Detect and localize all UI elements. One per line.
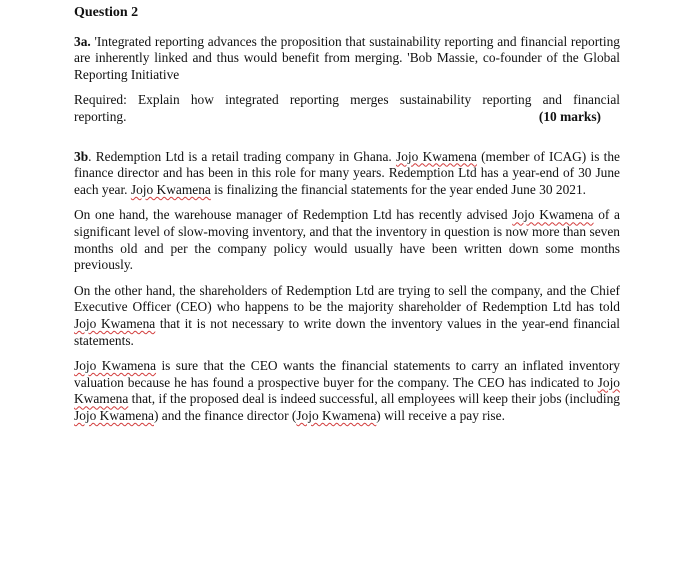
p1-text-b: (member of ICAG) is the finance director and has been in this role for many years. Redemption Ltd has a year-end of 30 June each year. bbox=[74, 148, 620, 197]
marks-label: (10 marks) bbox=[538, 108, 601, 124]
p2-text-a: On one hand, the warehouse manager of Redemption Ltd has recently advised bbox=[74, 207, 513, 223]
person-name: Jojo Kwamena bbox=[74, 315, 156, 331]
part-b-paragraph-3 bbox=[74, 283, 620, 349]
p2-text-b: of a significant level of slow-moving inventory, and that the inventory in question is now more than seven months old and per the company policy would usually have been written down some months previously. bbox=[74, 207, 621, 273]
p1-text-c: is finalizing the financial statements for the year ended June 30 2021. bbox=[210, 181, 587, 197]
required-line-2 bbox=[74, 109, 620, 126]
part-b-paragraph-4 bbox=[74, 358, 620, 424]
part-b-label: 3b bbox=[74, 148, 89, 164]
question-title: Question 2 bbox=[74, 5, 139, 20]
p3-text-a: On the other hand, the shareholders of Redemption Ltd are trying to sell the company, and the Chief Executive Officer (CEO) who happens to be the majority shareholder of Redemption Ltd has told bbox=[74, 282, 620, 315]
person-name: Jojo Kwamena bbox=[74, 358, 157, 374]
p4-text-b: that, if the proposed deal is indeed successful, all employees will keep their jobs (including bbox=[128, 391, 620, 407]
required-line-1: Required: Explain how integrated reporting merges sustainability reporting and financial bbox=[74, 92, 620, 108]
required-line-2-text: reporting. bbox=[74, 108, 127, 124]
part-a-label: 3a. bbox=[74, 33, 91, 49]
part-a-quote-text: 'Integrated reporting advances the proposition that sustainability reporting and financial reporting are inherently linked and thus would benefit from merging. 'Bob Massie, co-founder of the Global Reporting Initiative bbox=[74, 33, 620, 82]
part-b-paragraph-2 bbox=[74, 207, 620, 273]
p4-text-d: ) will receive a pay rise. bbox=[376, 407, 505, 423]
person-name: Jojo Kwamena bbox=[74, 374, 620, 407]
p3-text-b: that it is not necessary to write down the inventory values in the year-end financial statements. bbox=[74, 315, 620, 348]
person-name: Jojo Kwamena bbox=[296, 407, 377, 423]
p4-text-a: is sure that the CEO wants the financial statements to carry an inflated inventory valuation because he has found a prospective buyer for the company. The CEO has indicated to bbox=[74, 358, 621, 390]
person-name: Jojo Kwamena bbox=[396, 148, 477, 164]
p4-text-c: ) and the finance director ( bbox=[153, 407, 297, 423]
part-b-paragraph-1 bbox=[74, 149, 620, 199]
part-a-quote bbox=[74, 34, 620, 84]
person-name: Jojo Kwamena bbox=[512, 207, 594, 223]
p1-text-a: . Redemption Ltd is a retail trading company in Ghana. bbox=[88, 148, 397, 164]
person-name: Jojo Kwamena bbox=[74, 407, 154, 423]
part-a-required bbox=[74, 92, 620, 125]
document-page bbox=[74, 5, 620, 424]
person-name: Jojo Kwamena bbox=[130, 181, 211, 197]
